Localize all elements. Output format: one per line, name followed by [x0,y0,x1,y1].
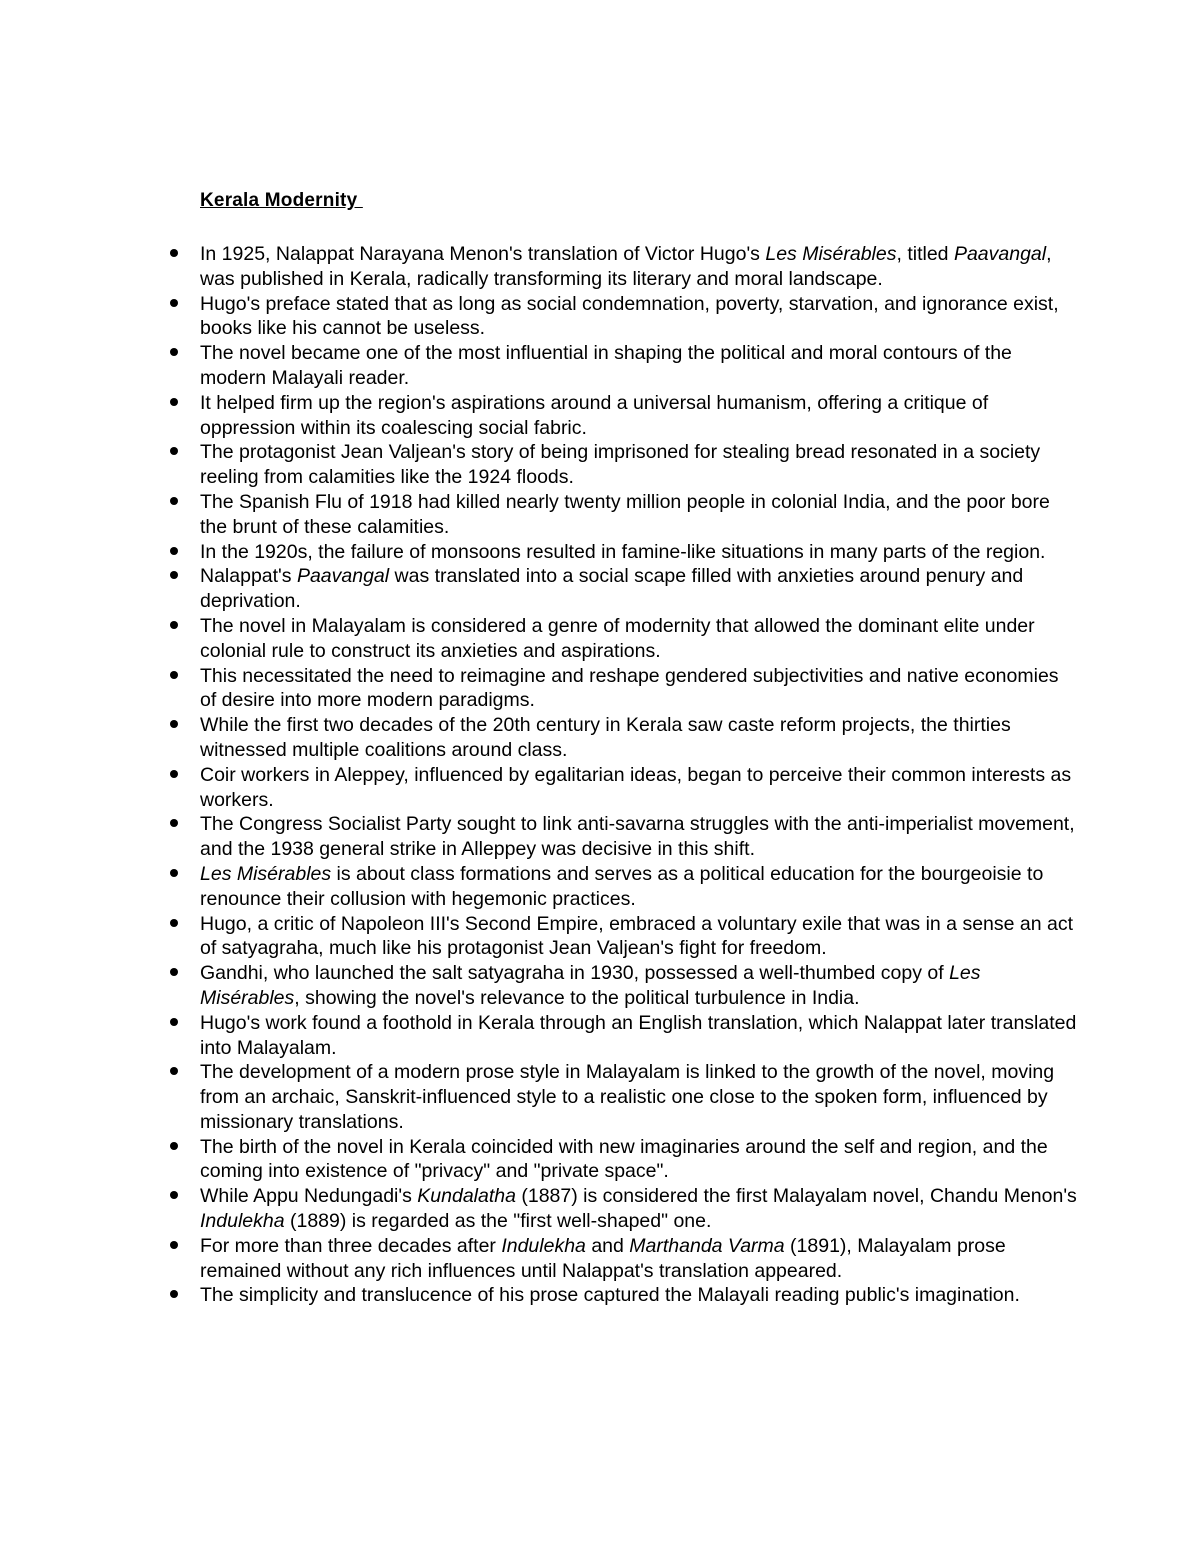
text-run: , showing the novel's relevance to the political turbulence in India. [294,986,860,1009]
text-run: The birth of the novel in Kerala coincided with new imaginaries around the self and region, and the coming into existence of "privacy" and "private space". [200,1135,1048,1183]
bullet-dot-icon [170,770,178,778]
text-run: Coir workers in Aleppey, influenced by egalitarian ideas, began to perceive their common interests as workers. [200,763,1072,811]
bullet-text [200,714,1011,761]
bullet-dot-icon [170,1290,178,1298]
bullet-text [200,962,981,1009]
text-run: is about class formations and serves as a political education for the bourgeoisie to renounce their collusion with hegemonic practices. [200,862,1044,910]
text-run: (1891), Malayalam prose remained without any rich influences until Nalappat's translation appeared. [200,1234,1006,1282]
text-run: Gandhi, who launched the salt satyagraha in 1930, possessed a well-thumbed copy of [200,962,950,985]
bullet-text [200,615,1035,662]
bullet-text [200,1235,1006,1282]
bullet-text [200,441,1040,488]
bullet-text [200,764,1071,811]
bullet-item [160,341,1080,391]
text-run: and [585,1234,630,1257]
bullet-text [200,392,988,439]
bullet-list [160,242,1080,1308]
text-run: In the 1920s, the failure of monsoons resulted in famine-like situations in many parts of the region. [200,540,1046,563]
text-run: In 1925, Nalappat Narayana Menon's translation of Victor Hugo's [200,243,766,265]
italic-title: Marthanda Varma [629,1234,785,1257]
bullet-dot-icon [170,1191,178,1199]
text-run: , titled [896,243,954,265]
bullet-item [160,862,1080,912]
text-run: The novel in Malayalam is considered a genre of modernity that allowed the dominant elite under colonial rule to construct its anxieties and aspirations. [200,614,1035,662]
text-run: Hugo's preface stated that as long as social condemnation, poverty, starvation, and ignorance exist, books like his cannot be useless. [200,292,1059,340]
bullet-dot-icon [170,571,178,579]
bullet-item [160,1011,1080,1061]
text-run: was translated into a social scape filled with anxieties around penury and deprivation. [200,565,1024,613]
bullet-text [200,1284,1020,1306]
document-title: Kerala Modernity [200,190,363,211]
text-run: The Spanish Flu of 1918 had killed nearly twenty million people in colonial India, and the poor bore the brunt of these calamities. [200,490,1050,538]
bullet-item [160,1060,1080,1134]
italic-title: Indulekha [501,1234,586,1257]
text-run: It helped firm up the region's aspirations around a universal humanism, offering a critique of oppression within its coalescing social fabric. [200,391,989,439]
italic-title: Paavangal [296,565,390,588]
bullet-dot-icon [170,869,178,877]
bullet-dot-icon [170,1241,178,1249]
italic-title: Les Misérables [200,962,981,1009]
bullet-text [200,491,1050,538]
bullet-text [200,293,1059,340]
italic-title: Kundalatha [417,1185,516,1208]
bullet-dot-icon [170,1067,178,1075]
bullet-item [160,391,1080,441]
text-run: While Appu Nedungadi's [200,1185,418,1208]
text-run: Hugo's work found a foothold in Kerala through an English translation, which Nalappat later translated into Malayalam. [200,1011,1077,1059]
italic-title: Les Misérables [200,862,332,885]
bullet-text [200,342,1012,389]
bullet-text [200,665,1059,712]
bullet-dot-icon [170,299,178,307]
bullet-dot-icon [170,621,178,629]
text-run: This necessitated the need to reimagine and reshape gendered subjectivities and native economies of desire into more modern paradigms. [200,664,1059,712]
bullet-dot-icon [170,671,178,679]
bullet-text [200,1185,1077,1232]
bullet-item [160,763,1080,813]
bullet-text [200,1061,1054,1133]
bullet-text [200,913,1073,960]
bullet-dot-icon [170,919,178,927]
bullet-dot-icon [170,249,178,257]
italic-title: Les Misérables [765,243,897,265]
text-run: Nalappat's [200,565,297,588]
bullet-text [200,863,1043,910]
text-run: Hugo, a critic of Napoleon III's Second Empire, embraced a voluntary exile that was in a sense an act of satyagraha, much like his protagonist Jean Valjean's fight for freedom. [200,912,1074,960]
bullet-dot-icon [170,819,178,827]
text-run: The Congress Socialist Party sought to link anti-savarna struggles with the anti-imperialist movement, and the 1938 general strike in Alleppey was decisive in this shift. [200,813,1075,861]
bullet-dot-icon [170,348,178,356]
bullet-text [200,1136,1048,1183]
bullet-text [200,1012,1076,1059]
bullet-item [160,564,1080,614]
text-run: The novel became one of the most influential in shaping the political and moral contours of the modern Malayali reader. [200,342,1012,389]
text-run: The simplicity and translucence of his prose captured the Malayali reading public's imagination. [200,1284,1020,1307]
bullet-item [160,292,1080,342]
text-run: (1889) is regarded as the "first well-shaped" one. [284,1210,712,1233]
bullet-item [160,540,1080,565]
text-run: While the first two decades of the 20th century in Kerala saw caste reform projects, the thirties witnessed multiple coalitions around class. [200,714,1011,761]
bullet-dot-icon [170,447,178,455]
text-run: The protagonist Jean Valjean's story of being imprisoned for stealing bread resonated in a society reeling from calamities like the 1924 floods. [200,441,1041,489]
bullet-text [200,541,1045,563]
text-run: The development of a modern prose style in Malayalam is linked to the growth of the novel, moving from an archaic, Sanskrit-influenced style to a realistic one close to the spoken form, influenced by missionary translations. [200,1061,1055,1133]
bullet-item [160,1184,1080,1234]
bullet-dot-icon [170,398,178,406]
bullet-text [200,813,1075,860]
bullet-item [160,242,1080,292]
bullet-item [160,912,1080,962]
bullet-item [160,664,1080,714]
bullet-item [160,490,1080,540]
text-run: (1887) is considered the first Malayalam novel, Chandu Menon's [515,1185,1077,1208]
italic-title: Indulekha [200,1210,285,1233]
bullet-item [160,1135,1080,1185]
bullet-item [160,812,1080,862]
bullet-dot-icon [170,547,178,555]
bullet-text [200,565,1023,612]
bullet-dot-icon [170,1018,178,1026]
text-run: , was published in Kerala, radically transforming its literary and moral landscape. [200,243,1052,290]
bullet-dot-icon [170,968,178,976]
italic-title: Paavangal [953,243,1047,265]
bullet-item [160,440,1080,490]
bullet-dot-icon [170,497,178,505]
bullet-text [200,243,1052,290]
bullet-dot-icon [170,1142,178,1150]
bullet-item [160,961,1080,1011]
text-run: For more than three decades after [200,1234,502,1257]
bullet-item [160,713,1080,763]
bullet-item [160,614,1080,664]
bullet-dot-icon [170,720,178,728]
bullet-item [160,1283,1080,1308]
bullet-item [160,1234,1080,1284]
